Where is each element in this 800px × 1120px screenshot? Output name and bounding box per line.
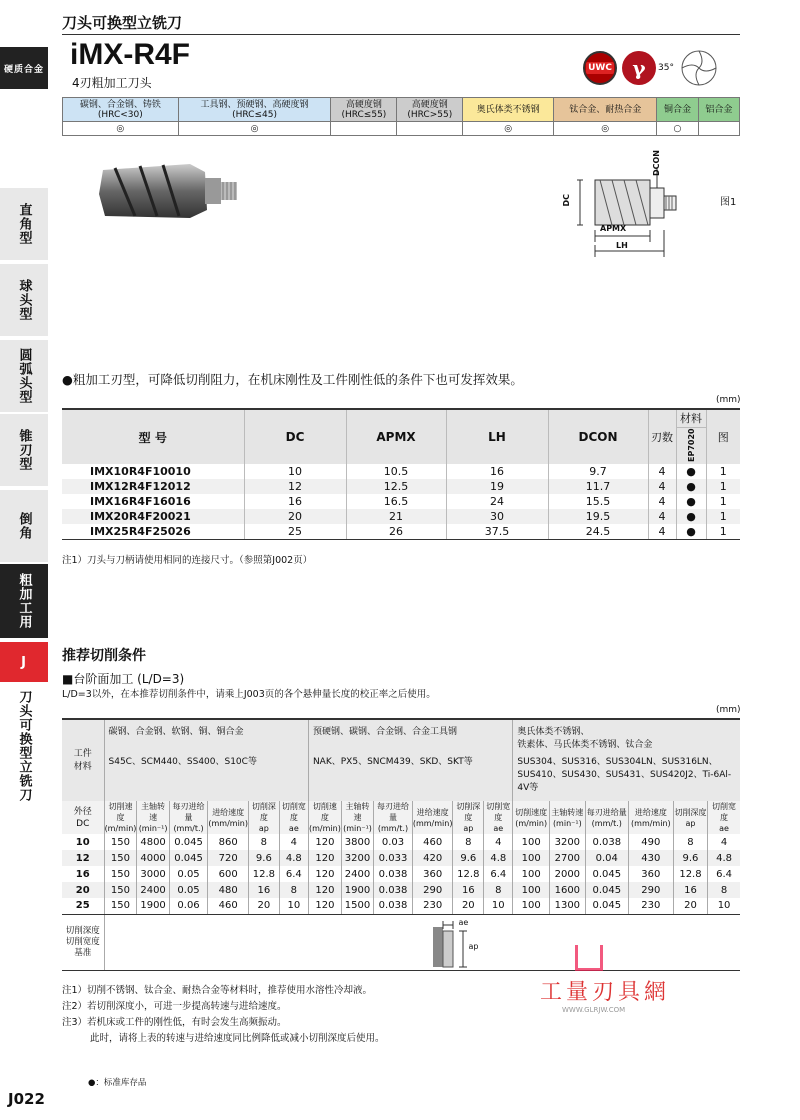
cutting-cell: 0.038 <box>374 866 413 882</box>
spec-cell: 1 <box>706 509 740 524</box>
material-mark-7: ○ <box>657 122 698 136</box>
category-title: 刀头可换型立铣刀 <box>62 14 183 32</box>
ap-label: ap <box>468 941 479 951</box>
cutting-cell: 100 <box>513 850 550 866</box>
cutting-cell: 8 <box>279 882 308 898</box>
material-mark-4 <box>397 122 463 136</box>
param-header: 切削深度 ap <box>249 801 280 834</box>
cutting-cell: 0.045 <box>169 850 208 866</box>
product-subtitle: 4刃粗加工刀头 <box>72 76 152 90</box>
spec-cell: 24 <box>446 494 548 509</box>
cutting-row <box>62 866 740 882</box>
param-header: 切削速度 (m/min) <box>513 801 550 834</box>
cutting-cell: 120 <box>308 866 341 882</box>
cutting-cell: 0.033 <box>374 850 413 866</box>
material-col-2: 工具钢、预硬钢、高硬度钢 (HRC≤45) <box>178 98 331 122</box>
spec-header-dcon: DCON <box>548 410 648 464</box>
spec-header-fig: 图 <box>706 410 740 464</box>
spec-header-flutes: 刃数 <box>648 410 676 464</box>
note-3: 注3）若机床或工件的刚性低，有时会发生高频振动。 <box>62 1017 287 1028</box>
spec-cell: ● <box>676 494 706 509</box>
material-mark-2: ◎ <box>178 122 331 136</box>
sidebar-item-6[interactable]: 粗加工用 <box>0 564 48 638</box>
page-number: J022 <box>8 1090 45 1108</box>
cutting-cell: 16 <box>453 882 484 898</box>
cutting-cell: 480 <box>208 882 249 898</box>
cutting-cell: 12.8 <box>673 866 707 882</box>
param-header: 切削宽度 ae <box>484 801 513 834</box>
spec-cell: 1 <box>706 464 740 479</box>
cutting-cell: 0.038 <box>374 882 413 898</box>
cutting-cell: 1900 <box>137 898 169 914</box>
cutting-cell: 0.06 <box>169 898 208 914</box>
cutting-cell: 10 <box>75 836 90 848</box>
param-header: 主轴转速 (min⁻¹) <box>549 801 585 834</box>
cutting-cell: 3000 <box>137 866 169 882</box>
spec-cell: 12.5 <box>346 479 446 494</box>
cutting-cell: 20 <box>673 898 707 914</box>
cutting-cell: 150 <box>104 898 137 914</box>
note-1: 注1）切削不锈钢、钛合金、耐热合金等材料时，推荐使用水溶性冷却液。 <box>62 985 373 996</box>
dc-label: DC <box>562 194 571 207</box>
spec-cell: 15.5 <box>548 494 648 509</box>
material-group-name: 碳钢、合金钢、软钢、铜、铜合金 <box>108 727 244 737</box>
cutting-cell: 10 <box>484 898 513 914</box>
spec-unit: (mm) <box>716 395 741 405</box>
spec-cell: 19 <box>446 479 548 494</box>
cutting-cell: 2700 <box>549 850 585 866</box>
cutting-cell: 1300 <box>549 898 585 914</box>
spec-cell: 19.5 <box>548 509 648 524</box>
cutting-cell: 0.045 <box>585 866 628 882</box>
material-col-6: 钛合金、耐热合金 <box>554 98 657 122</box>
watermark-logo-icon <box>575 945 603 971</box>
cutting-cell: 16 <box>75 868 90 880</box>
spec-cell: 9.7 <box>548 464 648 479</box>
cutting-cell: 6.4 <box>708 866 740 882</box>
spec-cell: 26 <box>346 524 446 539</box>
cutting-cell: 0.038 <box>585 834 628 850</box>
cutting-cell: 230 <box>628 898 673 914</box>
helix-gamma-icon: γ <box>622 51 656 85</box>
cutting-cell: 0.045 <box>585 882 628 898</box>
sidebar-section-letter[interactable]: J <box>0 642 48 682</box>
cutting-cell: 20 <box>249 898 280 914</box>
cutting-cell: 0.045 <box>169 834 208 850</box>
material-mark-3 <box>331 122 397 136</box>
tool-photo <box>95 158 245 223</box>
param-header: 主轴转速 (min⁻¹) <box>343 802 372 833</box>
param-header: 切削宽度 ae <box>708 801 740 834</box>
cutting-cell: 360 <box>412 866 453 882</box>
spec-cell: 4 <box>648 524 676 539</box>
spec-cell: ● <box>676 479 706 494</box>
sidebar-top-tab[interactable]: 硬质合金 <box>0 47 48 89</box>
cutting-cell: 9.6 <box>453 850 484 866</box>
product-title: iMX-R4F <box>70 38 190 71</box>
spec-cell: 16.5 <box>346 494 446 509</box>
param-header: 切削速度 (m/min) <box>309 802 341 833</box>
spec-cell: 1 <box>706 479 740 494</box>
cutting-cell: 6.4 <box>484 866 513 882</box>
spec-header-material-group: 材料 <box>677 410 706 428</box>
cutting-cell: 0.03 <box>374 834 413 850</box>
cutting-cell: 3200 <box>341 850 373 866</box>
cutting-cell: 8 <box>708 882 740 898</box>
cutting-cell: 0.038 <box>374 898 413 914</box>
spec-cell: IMX20R4F20021 <box>62 509 244 524</box>
sidebar-item-2[interactable]: 球头型 <box>0 264 48 336</box>
material-col-8: 铝合金 <box>698 98 739 122</box>
uwc-badge-icon: UWC <box>583 51 617 85</box>
param-header: 切削宽度 ae <box>279 801 308 834</box>
apmx-label: APMX <box>600 224 627 233</box>
cutting-cell: 6.4 <box>279 866 308 882</box>
material-group-1 <box>104 720 308 801</box>
spec-cell: 4 <box>648 509 676 524</box>
param-header: 进给速度 (mm/min) <box>208 801 249 834</box>
spec-header-material-grade: EP7020 <box>686 428 696 462</box>
cutting-cell: 4 <box>484 834 513 850</box>
cutting-cell: 120 <box>308 882 341 898</box>
depth-basis-label: 切削深度 切削宽度 基准 <box>62 914 104 970</box>
param-header: 进给速度 (mm/min) <box>628 801 673 834</box>
dc-header: 外径 DC <box>62 801 104 834</box>
cutting-cell: 4.8 <box>708 850 740 866</box>
cutting-cell: 4 <box>279 834 308 850</box>
cutting-cell: 20 <box>62 882 104 898</box>
cutting-cell: 1500 <box>341 898 373 914</box>
cutting-cell: 2400 <box>137 882 169 898</box>
note-4: 此时，请将上表的转速与进给速度同比例降低或减小切削深度后使用。 <box>90 1033 385 1044</box>
cutting-cell: 0.045 <box>585 898 628 914</box>
cutting-cell: 490 <box>628 834 673 850</box>
cutting-row <box>62 834 740 850</box>
watermark: 工量刃具網 <box>540 980 671 1005</box>
cutting-cell: 120 <box>308 834 341 850</box>
param-header: 每刃进给量 (mm/t.) <box>169 801 208 834</box>
spec-cell: IMX16R4F16016 <box>90 495 191 508</box>
cutting-cell: 720 <box>208 850 249 866</box>
spec-row <box>62 479 740 494</box>
ae-label: ae <box>458 917 469 927</box>
param-header: 主轴转速 (min⁻¹) <box>138 802 168 833</box>
cutting-cell: 1900 <box>341 882 373 898</box>
lh-label: LH <box>616 241 628 250</box>
cutting-cell: 230 <box>412 898 453 914</box>
spec-header-dc: DC <box>244 410 346 464</box>
material-col-1: 碳钢、合金钢、铸铁 (HRC<30) <box>63 98 179 122</box>
cutting-cell: 12 <box>62 850 104 866</box>
spec-cell: 1 <box>706 494 740 509</box>
material-group-2 <box>308 720 512 801</box>
material-suitability-table <box>62 97 740 136</box>
spec-cell: IMX12R4F12012 <box>62 479 244 494</box>
cutting-cell: 600 <box>208 866 249 882</box>
spec-row <box>62 524 740 539</box>
cutting-cell: 100 <box>513 898 550 914</box>
material-group-examples: S45C、SCM440、SS400、S10C等 <box>108 757 257 767</box>
spec-cell: 4 <box>648 494 676 509</box>
cutting-cell: 150 <box>104 866 137 882</box>
cutting-row <box>62 898 740 914</box>
cutting-cell: 8 <box>484 882 513 898</box>
material-col-3: 高硬度钢 (HRC≤55) <box>331 98 397 122</box>
spec-cell: 25 <box>244 524 346 539</box>
end-view-icon <box>679 48 719 88</box>
spec-header-model: 型 号 <box>62 410 244 464</box>
spec-cell: 16 <box>446 464 548 479</box>
material-mark-6: ◎ <box>554 122 657 136</box>
cutting-cell: 16 <box>673 882 707 898</box>
param-header: 每刃进给量 (mm/t.) <box>585 801 628 834</box>
param-header: 每刃进给量 (mm/t.) <box>374 801 413 834</box>
material-group-name: 预硬钢、碳钢、合金钢、合金工具钢 <box>312 727 457 737</box>
spec-row <box>62 494 740 509</box>
cutting-cell: 100 <box>513 834 550 850</box>
cutting-cell: 0.05 <box>169 882 208 898</box>
cutting-cell: 12.8 <box>453 866 484 882</box>
material-group-examples: SUS304、SUS316、SUS304LN、SUS316LN、 SUS410、SUS430、SUS431、SUS420J2、Ti-6Al-4V等 <box>517 757 732 793</box>
param-header: 切削深度 ap <box>673 801 707 834</box>
cutting-cell: 4800 <box>137 834 169 850</box>
spec-cell: 16 <box>244 494 346 509</box>
cutting-cell: 360 <box>628 866 673 882</box>
cutting-cell: 150 <box>104 882 137 898</box>
work-material-label: 工件 材料 <box>62 720 104 801</box>
spec-cell: 10 <box>244 464 346 479</box>
cutting-cell: 4.8 <box>279 850 308 866</box>
cutting-cell: 100 <box>513 882 550 898</box>
spec-note: 注1）刀头与刀柄请使用相同的连接尺寸。（参照第J002页） <box>62 555 313 566</box>
dcon-label: DCON <box>652 150 661 177</box>
spec-cell: 30 <box>446 509 548 524</box>
cutting-cell: 290 <box>628 882 673 898</box>
cutting-cell: 420 <box>412 850 453 866</box>
cutting-cell: 9.6 <box>249 850 280 866</box>
cutting-cell: 290 <box>412 882 453 898</box>
material-mark-1: ◎ <box>63 122 179 136</box>
spec-cell: IMX10R4F10010 <box>90 465 191 478</box>
cutting-cell: 4000 <box>137 850 169 866</box>
cutting-subtitle: ■台阶面加工 (L/D=3) <box>62 672 185 686</box>
spec-cell: 20 <box>244 509 346 524</box>
spec-cell: 4 <box>648 479 676 494</box>
spec-cell: ● <box>676 464 706 479</box>
cutting-title: 推荐切削条件 <box>62 648 146 664</box>
material-col-4: 高硬度钢 (HRC>55) <box>397 98 463 122</box>
spec-cell: 1 <box>706 524 740 539</box>
cutting-cell: 2400 <box>341 866 373 882</box>
cutting-cell: 860 <box>208 834 249 850</box>
spec-header-apmx: APMX <box>346 410 446 464</box>
watermark-url: WWW.GLRJW.COM <box>562 1006 626 1014</box>
cutting-cell: 10 <box>708 898 740 914</box>
cutting-cell: 0.05 <box>169 866 208 882</box>
spec-row <box>62 464 740 479</box>
cutting-cell: 460 <box>412 834 453 850</box>
feature-note: ●粗加工刃型，可降低切削阻力，在机床刚性及工件刚性低的条件下也可发挥效果。 <box>62 372 523 387</box>
material-col-5: 奥氏体类不锈钢 <box>463 98 554 122</box>
material-group-3 <box>513 720 740 801</box>
spec-table <box>62 410 740 540</box>
spec-header-lh: LH <box>446 410 548 464</box>
depth-basis-diagram <box>104 914 740 970</box>
legend: ●：标准库存品 <box>88 1078 147 1088</box>
spec-cell: 21 <box>346 509 446 524</box>
material-group-examples: NAK、PX5、SNCM439、SKD、SKT等 <box>312 757 473 767</box>
spec-cell: 24.5 <box>548 524 648 539</box>
cutting-cell: 150 <box>104 834 137 850</box>
cutting-cell: 8 <box>453 834 484 850</box>
cutting-desc: L/D=3以外，在本推荐切削条件中，请乘上J003页的各个悬伸量长度的校正率之后使用。 <box>62 689 436 700</box>
param-header: 进给速度 (mm/min) <box>412 801 453 834</box>
spec-row <box>62 509 740 524</box>
cutting-cell: 2000 <box>549 866 585 882</box>
spec-cell: ● <box>676 524 706 539</box>
cutting-cell: 9.6 <box>673 850 707 866</box>
figure-label: 图1 <box>720 197 737 208</box>
material-col-7: 铜合金 <box>657 98 698 122</box>
cutting-cell: 12.8 <box>249 866 280 882</box>
cutting-cell: 120 <box>308 898 341 914</box>
cutting-row <box>62 850 740 866</box>
cutting-table <box>62 720 740 971</box>
spec-header-material <box>676 410 706 464</box>
spec-cell: 37.5 <box>446 524 548 539</box>
param-header: 切削深度 ap <box>453 801 484 834</box>
spec-cell: 10.5 <box>346 464 446 479</box>
cutting-cell: 16 <box>249 882 280 898</box>
cutting-cell: 1600 <box>549 882 585 898</box>
cutting-cell: 0.04 <box>585 850 628 866</box>
cutting-cell: 100 <box>513 866 550 882</box>
sidebar-section-name: 刀头可换型立铣刀 <box>0 686 48 806</box>
cutting-cell: 8 <box>249 834 280 850</box>
cutting-cell: 20 <box>453 898 484 914</box>
dimension-drawing <box>560 150 740 265</box>
spec-cell: 11.7 <box>548 479 648 494</box>
cutting-row <box>62 882 740 898</box>
cutting-cell: 25 <box>62 898 104 914</box>
sidebar-item-3[interactable]: 圆弧头型 <box>0 340 48 412</box>
sidebar-item-1[interactable]: 直角型 <box>0 188 48 260</box>
cutting-cell: 8 <box>673 834 707 850</box>
sidebar-item-5[interactable]: 倒角 <box>0 490 48 562</box>
note-2: 注2）若切削深度小，可进一步提高转速与进给速度。 <box>62 1001 287 1012</box>
cutting-cell: 4.8 <box>484 850 513 866</box>
cutting-cell: 150 <box>104 850 137 866</box>
cutting-unit: (mm) <box>716 705 741 715</box>
cutting-cell: 3800 <box>341 834 373 850</box>
spec-cell: IMX25R4F25026 <box>62 524 244 539</box>
cutting-cell: 10 <box>279 898 308 914</box>
header-rule <box>62 34 740 35</box>
cutting-cell: 4 <box>708 834 740 850</box>
material-group-name: 奥氏体类不锈钢、 铁素体、马氏体类不锈钢、钛合金 <box>517 727 653 750</box>
helix-angle-label: 35° <box>658 63 674 73</box>
cutting-cell: 460 <box>208 898 249 914</box>
cutting-cell: 3200 <box>549 834 585 850</box>
material-mark-8 <box>698 122 739 136</box>
spec-cell: ● <box>676 509 706 524</box>
feature-badges <box>583 48 719 88</box>
spec-cell: 4 <box>648 464 676 479</box>
spec-cell: 12 <box>244 479 346 494</box>
cutting-cell: 120 <box>308 850 341 866</box>
cutting-cell: 430 <box>628 850 673 866</box>
sidebar-item-4[interactable]: 锥刃型 <box>0 414 48 486</box>
material-mark-5: ◎ <box>463 122 554 136</box>
param-header: 切削速度 (m/min) <box>104 802 137 833</box>
